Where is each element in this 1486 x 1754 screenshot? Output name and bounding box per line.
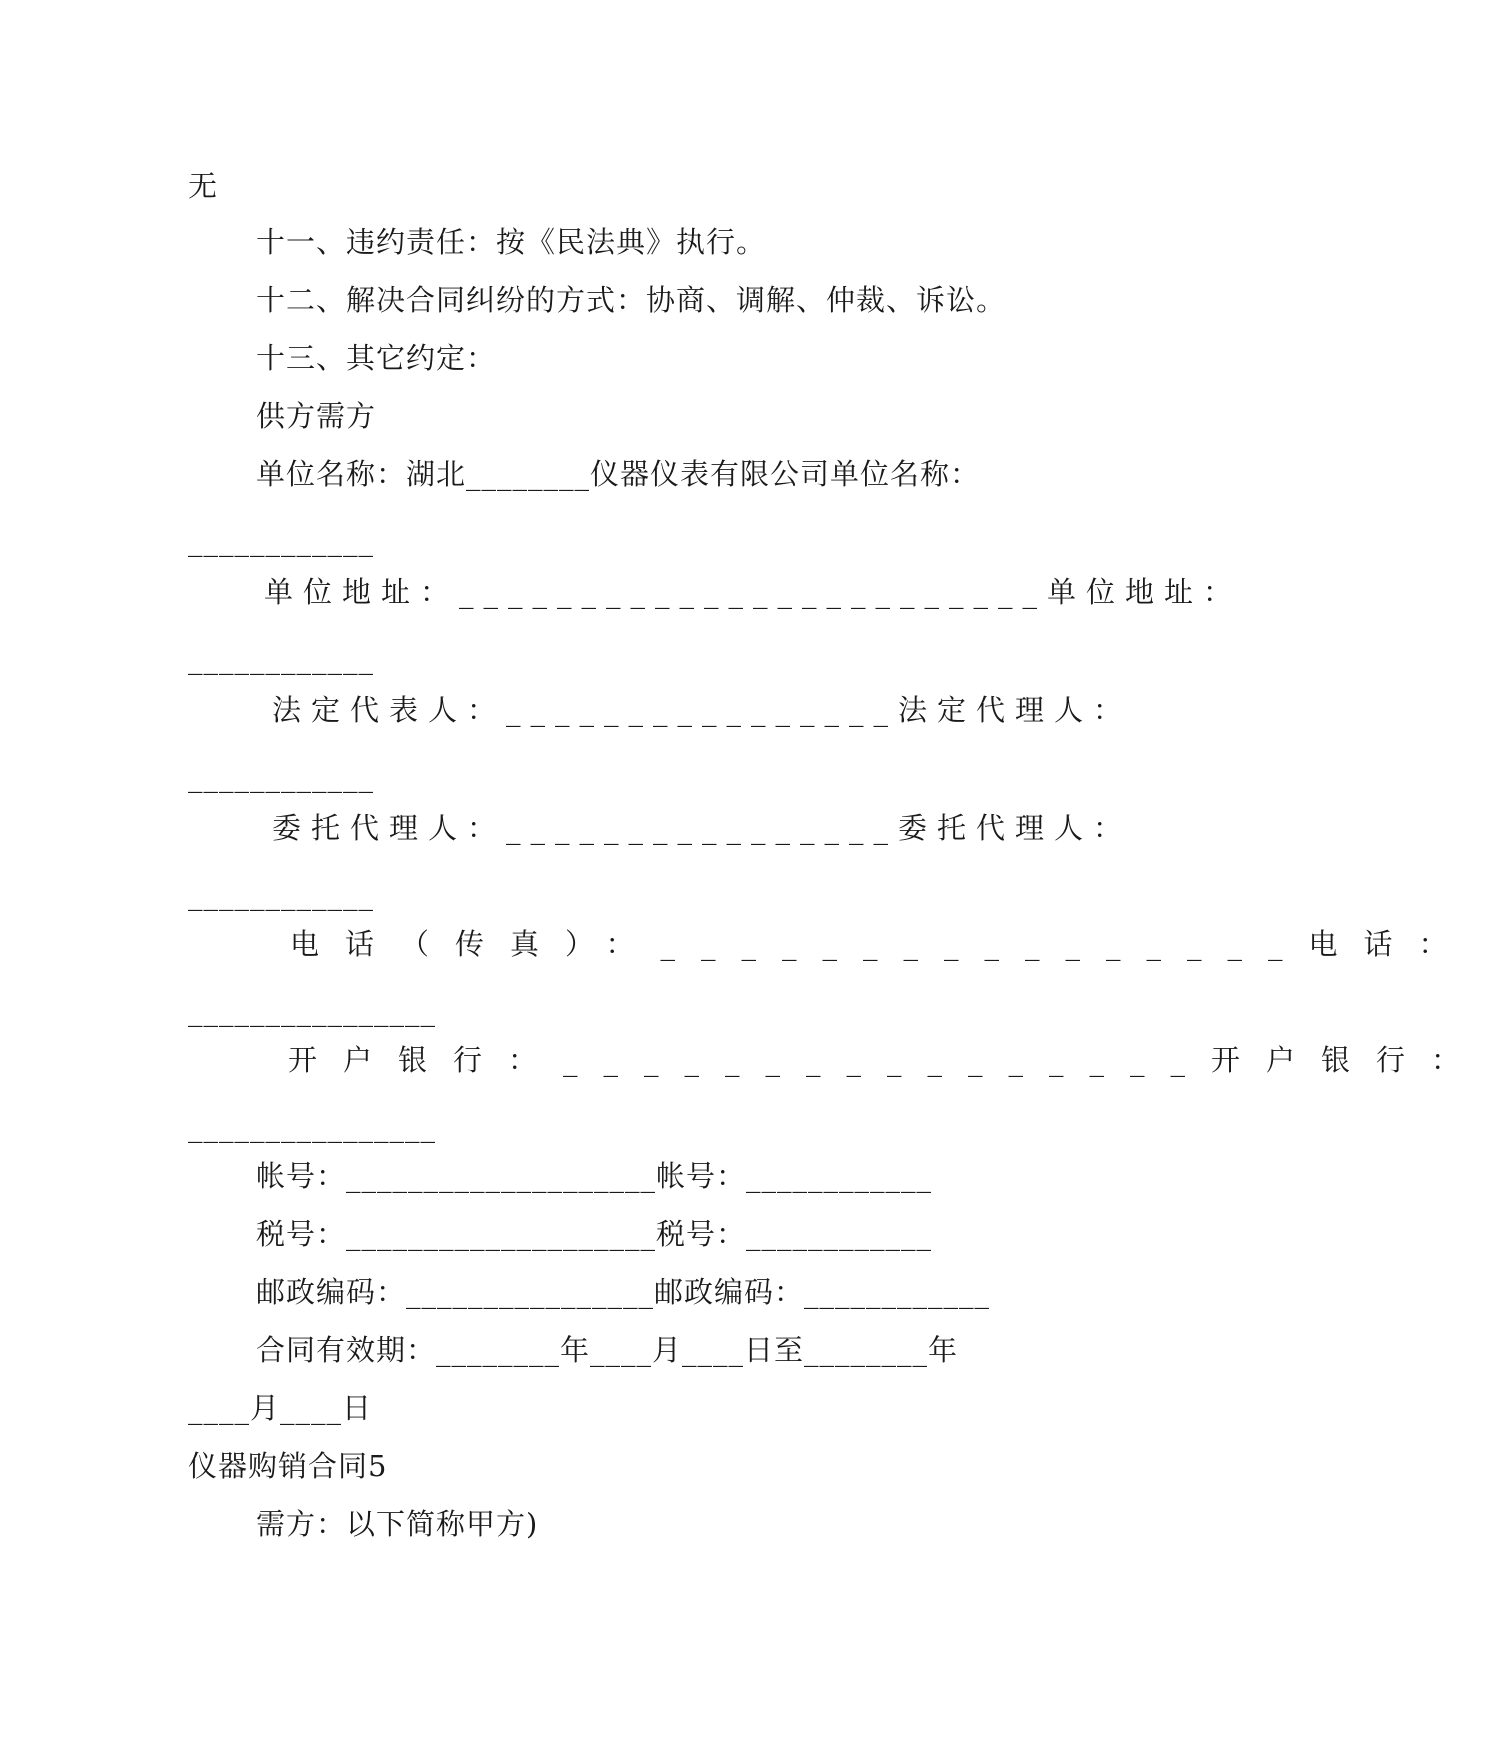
validity-line-cont: ____月____日 — [188, 1391, 373, 1425]
legal-rep-blank: ____________ — [188, 759, 374, 793]
phone-blank: ________________ — [188, 993, 436, 1027]
text-line-wu: 无 — [188, 169, 219, 203]
buyer-line: 需方：以下简称甲方) — [256, 1507, 539, 1541]
bank-line: 开户银行：________________开户银行： — [288, 1043, 1486, 1077]
clause-13: 十三、其它约定： — [256, 341, 497, 375]
parties-header: 供方需方 — [256, 399, 377, 433]
bank-blank: ________________ — [188, 1109, 436, 1143]
validity-line: 合同有效期：________年____月____日至________年 — [256, 1333, 959, 1367]
contract-title: 仪器购销合同5 — [188, 1449, 388, 1483]
phone-line: 电话（传真）：________________电话： — [290, 927, 1474, 961]
unit-name-line: 单位名称：湖北________仪器仪表有限公司单位名称： — [256, 457, 981, 491]
unit-address-blank: ____________ — [188, 641, 374, 675]
unit-address-line: 单位地址：________________________单位地址： — [264, 575, 1243, 609]
agent-blank: ____________ — [188, 877, 374, 911]
tax-line: 税号：____________________税号：____________ — [256, 1217, 933, 1251]
postal-line: 邮政编码：________________邮政编码：____________ — [256, 1275, 991, 1309]
clause-12: 十二、解决合同纠纷的方式：协商、调解、仲裁、诉讼。 — [256, 283, 1007, 317]
clause-11: 十一、违约责任：按《民法典》执行。 — [256, 225, 767, 259]
legal-rep-line: 法定代表人：________________法定代理人： — [272, 693, 1133, 727]
agent-line: 委托代理人：________________委托代理人： — [272, 811, 1133, 845]
account-line: 帐号：____________________帐号：____________ — [256, 1159, 933, 1193]
unit-name-blank: ____________ — [188, 523, 374, 557]
